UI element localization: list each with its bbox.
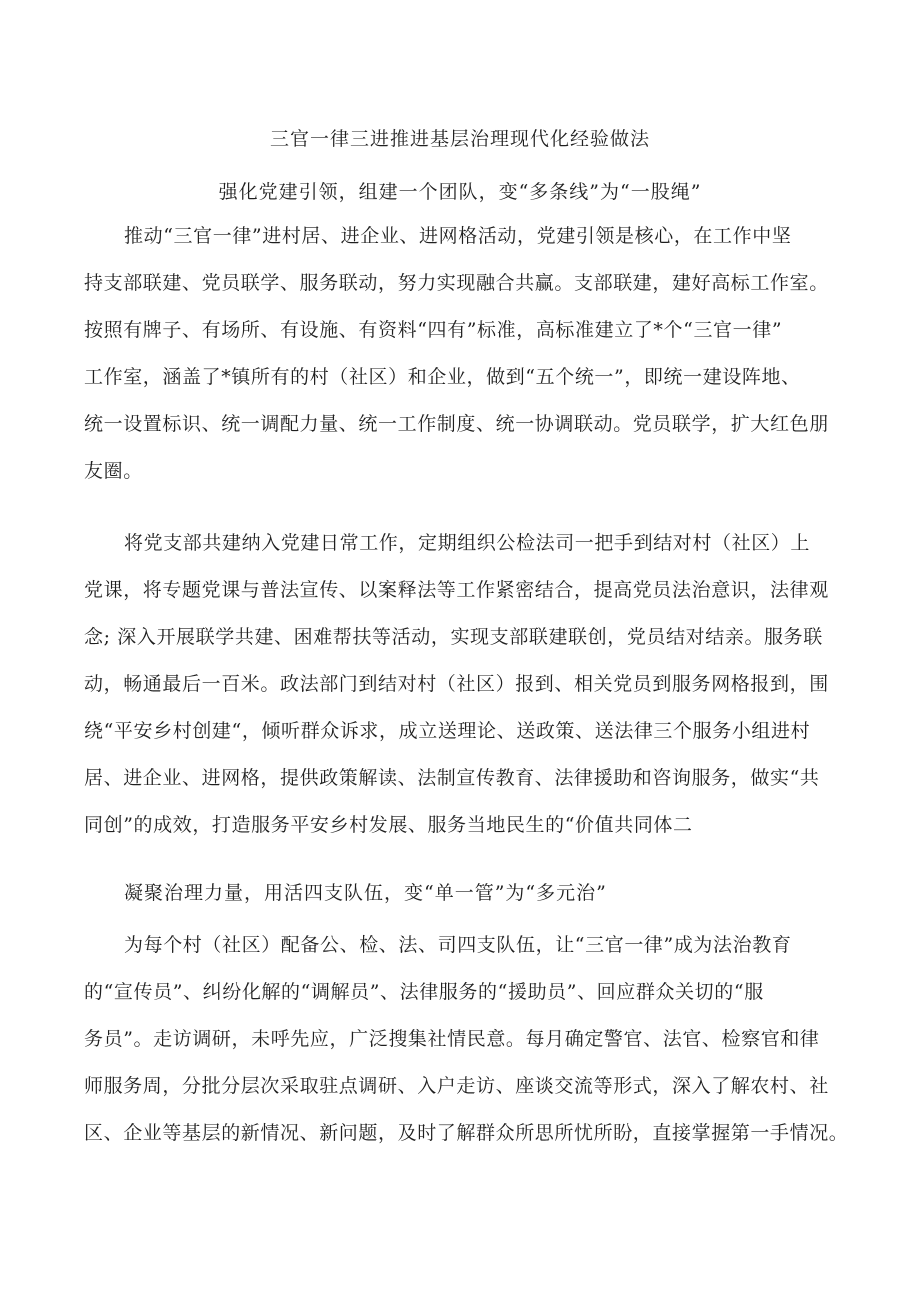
paragraph-line: 为每个村（社区）配备公、检、法、司四支队伍，让“三官一律”成为法治教育: [124, 934, 792, 956]
paragraph-line: 的“宣传员”、纠纷化解的“调解员”、法律服务的“援助员”、回应群众关切的“服: [84, 981, 764, 1003]
section-heading-2: 凝聚治理力量，用活四支队伍，变“单一管”为“多元治”: [124, 882, 607, 904]
paragraph-2: [84, 520, 844, 849]
section-heading-1: 强化党建引领，组建一个团队，变“多条线”为“一股绳”: [218, 181, 702, 203]
paragraph-line: 居、进企业、进网格，提供政策解读、法制宣传教育、法律援助和咨询服务，做实“共: [84, 767, 820, 789]
document-title: 三官一律三进推进基层治理现代化经验做法: [269, 128, 650, 150]
paragraph-line: 将党支部共建纳入党建日常工作，定期组织公检法司一把手到结对村（社区）上: [124, 532, 811, 554]
paragraph-line: 工作室，涵盖了*镇所有的村（社区）和企业，做到“五个统一”，即统一建设阵地、: [84, 366, 801, 388]
paragraph-line: 持支部联建、党员联学、服务联动，努力实现融合共赢。支部联建，建好高标工作室。: [84, 272, 829, 294]
paragraph-line: 务员”。走访调研，未呼先应，广泛搜集社情民意。每月确定警官、法官、检察官和律: [84, 1028, 820, 1050]
paragraph-1: [84, 213, 844, 495]
paragraph-line: 绕“平安乡村创建“，倾听群众诉求，成立送理论、送政策、送法律三个服务小组进村: [84, 720, 811, 742]
paragraph-line: 念; 深入开展联学共建、困难帮扶等活动，实现支部联建联创，党员结对结亲。服务联: [84, 626, 823, 648]
paragraph-line: 区、企业等基层的新情况、新问题，及时了解群众所思所忧所盼，直接掌握第一手情况。: [84, 1122, 849, 1144]
paragraph-line: 按照有牌子、有场所、有设施、有资料“四有”标准，高标准建立了*个“三官一律”: [84, 319, 783, 341]
paragraph-line: 同创”的成效，打造服务平安乡村发展、服务当地民生的“价值共同体二: [84, 814, 693, 836]
paragraph-line: 友圈。: [84, 460, 143, 482]
paragraph-line: 动，畅通最后一百米。政法部门到结对村（社区）报到、相关党员到服务网格报到，围: [84, 673, 829, 695]
paragraph-line: 统一设置标识、统一调配力量、统一工作制度、统一协调联动。党员联学，扩大红色朋: [84, 413, 829, 435]
paragraph-line: 师服务周，分批分层次采取驻点调研、入户走访、座谈交流等形式，深入了解农村、社: [84, 1075, 829, 1097]
paragraph-3: [84, 922, 849, 1157]
paragraph-line: 推动“三官一律”进村居、进企业、进网格活动，党建引领是核心，在工作中坚: [124, 225, 792, 247]
paragraph-line: 党课，将专题党课与普法宣传、以案释法等工作紧密结合，提高党员法治意识，法律观: [84, 579, 829, 601]
